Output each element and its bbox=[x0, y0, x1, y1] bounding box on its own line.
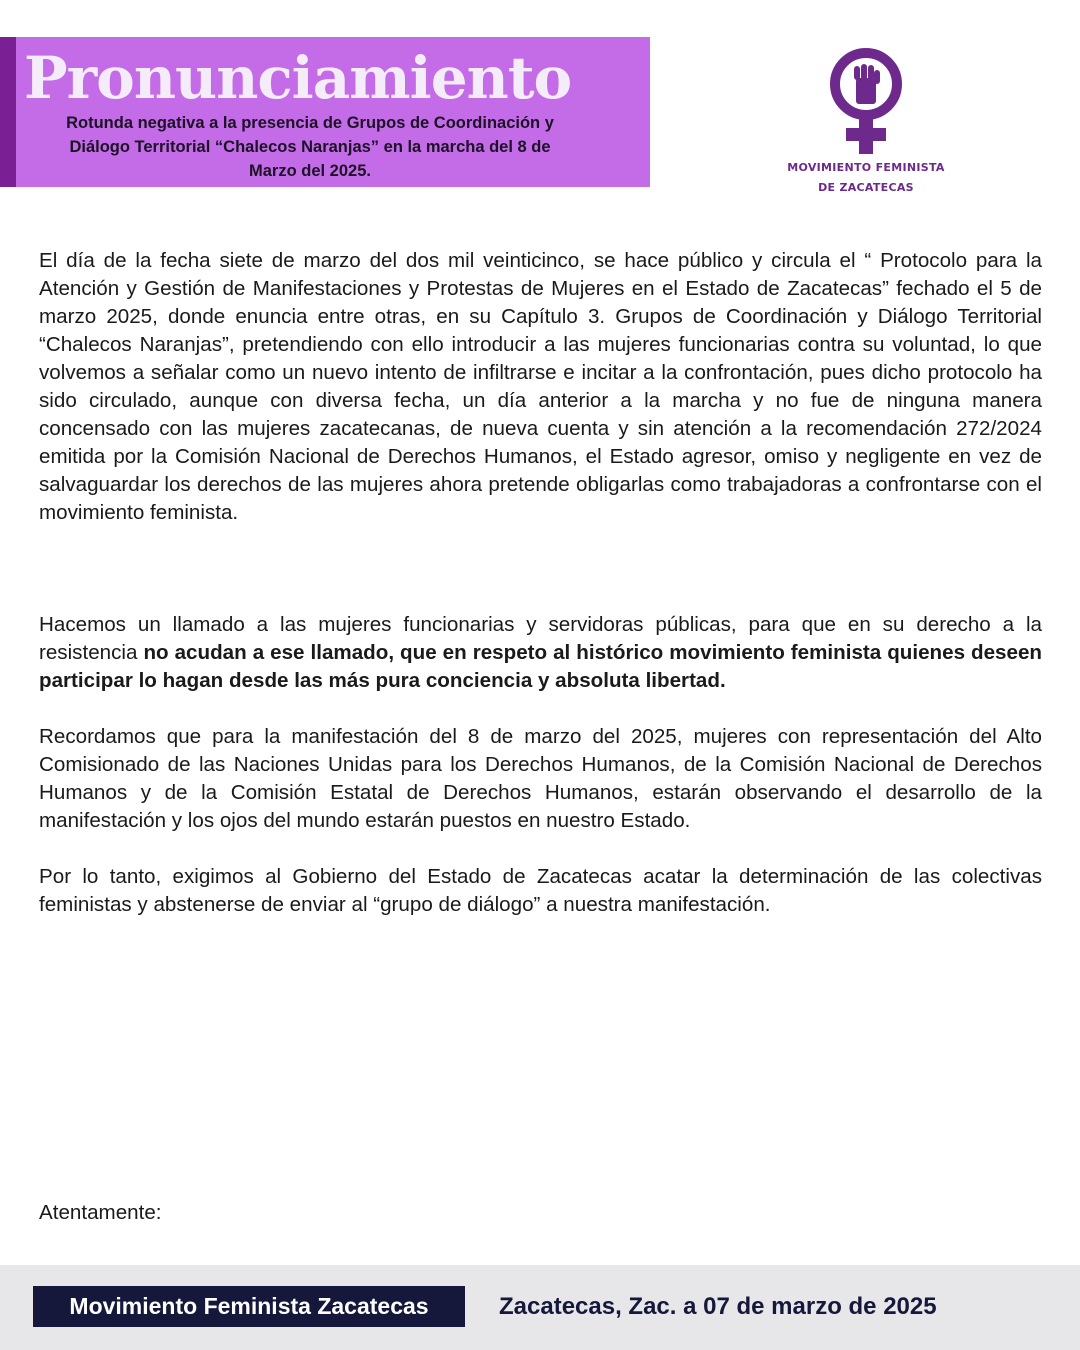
organization-logo bbox=[786, 40, 946, 200]
footer-place-date: Zacatecas, Zac. a 07 de marzo de 2025 bbox=[499, 1293, 937, 1320]
banner-accent-bar bbox=[0, 37, 16, 187]
feminist-fist-venus-icon bbox=[822, 44, 910, 156]
subtitle-line: Marzo del 2025. bbox=[249, 162, 371, 180]
logo-text-line: DE ZACATECAS bbox=[818, 181, 914, 194]
body-paragraph-call bbox=[39, 611, 1042, 695]
body-paragraph: Recordamos que para la manifestación del 8 de marzo del 2025, mujeres con representación del Alto Comisionado de las Naciones Unidas para los Derechos Humanos, de la Comisión Nacional de Derechos Humanos y de la Comisión Estatal de Derechos Humanos, estarán observando el desarrollo de la manifestación y los ojos del mundo estarán puestos en nuestro Estado. bbox=[39, 725, 1042, 832]
subtitle-line: Rotunda negativa a la presencia de Grupos de Coordinación y bbox=[66, 114, 554, 132]
subtitle-line: Diálogo Territorial “Chalecos Naranjas” en la marcha del 8 de bbox=[69, 138, 551, 156]
footer bbox=[0, 1265, 1080, 1350]
footer-organization-label: Movimiento Feminista Zacatecas bbox=[33, 1286, 465, 1327]
logo-text bbox=[786, 158, 946, 198]
call-emphasis-text: no acudan a ese llamado, que en respeto al histórico movimiento feminista quienes deseen participar lo hagan desde las más pura conciencia y absoluta libertad. bbox=[39, 641, 1042, 692]
call-text: Hacemos un llamado a las mujeres funcionarias y servidoras públicas, para que en su derecho a la resistencia bbox=[39, 613, 1042, 664]
body-paragraph: El día de la fecha siete de marzo del dos mil veinticinco, se hace público y circula el “ Protocolo para la Atención y Gestión de Manifestaciones y Protestas de Mujeres en el Estado de Zacatecas” fechado el 5 de marzo 2025, donde enuncia entre otras, en su Capítulo 3. Grupos de Coordinación y Diálogo Territorial “Chalecos Naranjas”, pretendiendo con ello introducir a las mujeres funcionarias contra su voluntad, lo que volvemos a señalar como un nuevo intento de infiltrarse e incitar a la confrontación, pues dicho protocolo ha sido circulado, aunque con diversa fecha, un día anterior a la marcha y no fue de ninguna manera concensado con las mujeres zacatecanas, de nueva cuenta y sin atención a la recomendación 272/2024 emitida por la Comisión Nacional de Derechos Humanos, el Estado agresor, omiso y negligente en vez de salvaguardar los derechos de las mujeres ahora pretende obligarlas como trabajadoras a confrontarse con el movimiento feminista. bbox=[39, 249, 1042, 524]
closing-salutation: Atentamente: bbox=[39, 1201, 162, 1224]
page-subtitle bbox=[20, 111, 600, 183]
logo-text-line: MOVIMIENTO FEMINISTA bbox=[787, 161, 945, 174]
body-paragraph: Por lo tanto, exigimos al Gobierno del Estado de Zacatecas acatar la determinación de las colectivas feministas y abstenerse de enviar al “grupo de diálogo” a nuestra manifestación. bbox=[39, 865, 1042, 916]
header-banner bbox=[0, 37, 650, 187]
page-title: Pronunciamiento bbox=[24, 44, 572, 112]
